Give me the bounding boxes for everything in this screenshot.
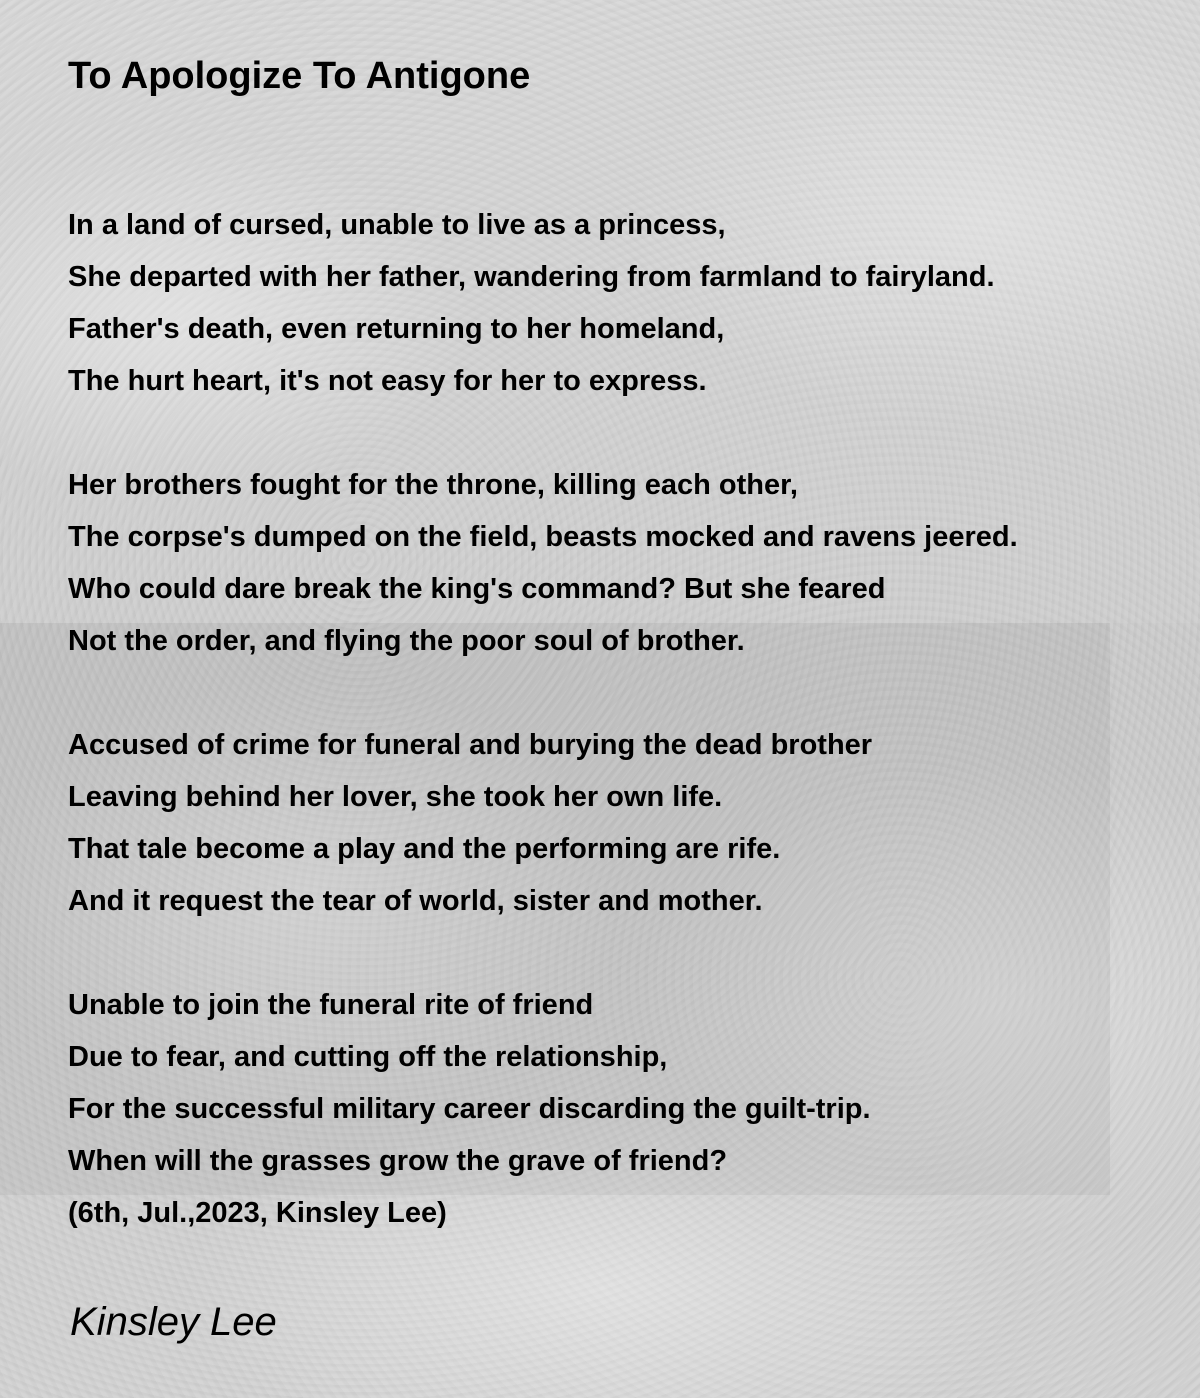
- poem-body: [68, 199, 1178, 1239]
- poem-card: [68, 52, 1178, 1239]
- poem-line: Accused of crime for funeral and burying the dead brother: [68, 729, 873, 761]
- poem-line: When will the grasses grow the grave of friend?: [68, 1145, 728, 1177]
- stanza: [68, 719, 1178, 927]
- poem-line: Father's death, even returning to her homeland,: [68, 313, 725, 345]
- poem-title: To Apologize To Antigone: [68, 55, 531, 97]
- stanza: [68, 459, 1178, 667]
- author-name: Kinsley Lee: [70, 1300, 277, 1344]
- poem-line: Unable to join the funeral rite of friend: [68, 989, 594, 1021]
- poem-line: Not the order, and flying the poor soul of brother.: [68, 625, 745, 657]
- poem-line: The corpse's dumped on the field, beasts mocked and ravens jeered.: [68, 521, 1018, 553]
- poem-line: The hurt heart, it's not easy for her to express.: [68, 365, 707, 397]
- poem-line: Who could dare break the king's command? But she feared: [68, 573, 886, 605]
- poem-line: Due to fear, and cutting off the relationship,: [68, 1041, 668, 1073]
- poem-date-signature: (6th, Jul.,2023, Kinsley Lee): [68, 1197, 447, 1229]
- stanza: [68, 199, 1178, 407]
- poem-line: For the successful military career discarding the guilt-trip.: [68, 1093, 871, 1125]
- poem-line: That tale become a play and the performing are rife.: [68, 833, 781, 865]
- poem-line: Her brothers fought for the throne, killing each other,: [68, 469, 798, 501]
- poem-line: In a land of cursed, unable to live as a princess,: [68, 209, 726, 241]
- poem-line: She departed with her father, wandering from farmland to fairyland.: [68, 261, 995, 293]
- stanza: [68, 979, 1178, 1239]
- poem-line: Leaving behind her lover, she took her own life.: [68, 781, 723, 813]
- poem-line: And it request the tear of world, sister and mother.: [68, 885, 763, 917]
